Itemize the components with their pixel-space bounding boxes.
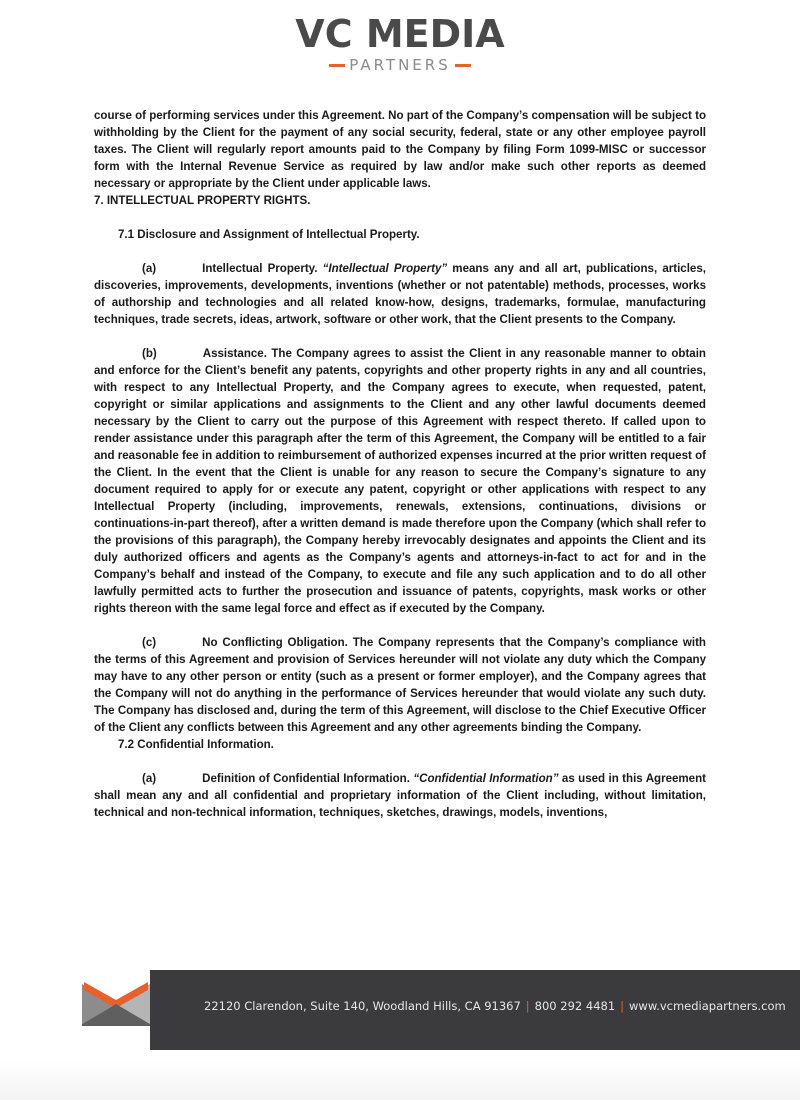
- footer-phone: 800 292 4481: [534, 999, 616, 1013]
- subsection-7-1-heading: 7.1 Disclosure and Assignment of Intellectual Property.: [118, 229, 420, 241]
- page-bottom-margin: [0, 1060, 800, 1100]
- clause-a-term: “Intellectual Property”: [322, 263, 448, 275]
- footer-contact: [204, 999, 794, 1013]
- intro-paragraph: course of performing services under this Agreement. No part of the Company’s compensation will be subject to withholding by the Client for the payment of any social security, federal, state or any other employee payroll taxes. The Client will regularly report amounts paid to the Company by filing Form 1099-MISC or successor form with the Internal Revenue Service as required by law and/or make such other reports as deemed necessary or appropriate by the Client under applicable laws.: [94, 110, 706, 190]
- clause-b-text: The Company agrees to assist the Client in any reasonable manner to obtain and enforce for the Client’s benefit any patents, copyrights and other property rights in any and all countries, with respect to any Intellectual Property, and the Company agrees to execute, when requested, patent, copyright or similar applications and assignments to the Client and any other lawful documents deemed necessary by the Client to carry out the purpose of this Agreement with respect thereto. If called upon to render assistance under this paragraph after the term of this Agreement, the Company will be entitled to a fair and reasonable fee in addition to reimbursement of authorized expenses incurred at the prior written request of the Client. In the event that the Client is unable for any reason to secure the Company’s signature to any document required to apply for or execute any patent, copyright or other applications with respect to any Intellectual Property (including, improvements, renewals, extensions, continuations, divisions or continuations-in-part thereof), after a written demand is made therefore upon the Company (which shall refer to the provisions of this paragraph), the Company hereby irrevocably designates and appoints the Client and its duly authorized officers and agents as the Company’s agents and attorneys-in-fact to act for and in the Company’s behalf and instead of the Company, to execute and file any such application and to do all other lawfully permitted acts to further the prosecution and issuance of patents, copyrights, mask works or other rights thereon with the same legal force and effect as if executed by the Company.: [94, 348, 706, 615]
- clause-c-no-conflicting-obligation: [94, 635, 706, 737]
- clause-d-text: as used in this Agreement shall mean any and all confidential and proprietary information of the Client including, without limitation, technical and non-technical information, techniques, sketches, drawings, models, inventions,: [94, 773, 707, 819]
- vc-media-mark-icon: [82, 980, 150, 1026]
- footer-separator-2: |: [620, 999, 625, 1013]
- brand-subtitle-text: PARTNERS: [349, 56, 451, 74]
- footer-website-link[interactable]: www.vcmediapartners.com: [629, 999, 786, 1013]
- clause-a-intellectual-property: [94, 261, 706, 329]
- clause-c-label: (c): [142, 637, 157, 649]
- clause-b-title: Assistance.: [202, 348, 267, 360]
- clause-c-text: The Company represents that the Company’s compliance with the terms of this Agreement and provision of Services hereunder will not violate any duty which the Company may have to any other person or entity (such as a present or former employer), and the Company agrees that the Company will not do anything in the performance of Services hereunder that would violate any such duty. The Company has disclosed and, during the term of this Agreement, will disclose to the Chief Executive Officer of the Client any conflicts between this Agreement and any other agreements binding the Company.: [94, 637, 706, 734]
- clause-d-term: “Confidential Information”: [413, 773, 559, 785]
- footer-separator-1: |: [525, 999, 530, 1013]
- brand-name: VC MEDIA: [295, 12, 505, 56]
- clause-b-assistance: [94, 346, 706, 618]
- clause-a-label: (a): [142, 263, 157, 275]
- clause-a-text: means any and all art, publications, articles, discoveries, improvements, developments, inventions (whether or not patentable) methods, processes, works of authorship and technologies and all related know-how, designs, trademarks, formulae, manufacturing techniques, trade secrets, ideas, artwork, software or other work, that the Client presents to the Company.: [94, 263, 706, 326]
- subsection-7-2-heading: 7.2 Confidential Information.: [118, 739, 274, 751]
- brand-subtitle: [0, 56, 800, 74]
- section-7-heading: 7. INTELLECTUAL PROPERTY RIGHTS.: [94, 195, 311, 207]
- accent-dash-left: [329, 64, 345, 67]
- clause-d-title: Definition of Confidential Information.: [202, 773, 410, 785]
- clause-d-label: (a): [142, 773, 157, 785]
- footer-address: 22120 Clarendon, Suite 140, Woodland Hills, CA 91367: [204, 999, 521, 1013]
- clause-c-title: No Conflicting Obligation.: [202, 637, 348, 649]
- clause-b-label: (b): [142, 348, 157, 360]
- clause-a-confidential-information: [94, 771, 706, 822]
- accent-dash-right: [455, 64, 471, 67]
- document-body: [94, 108, 706, 822]
- clause-a-title: Intellectual Property.: [202, 263, 318, 275]
- letterhead-logo: [0, 14, 800, 74]
